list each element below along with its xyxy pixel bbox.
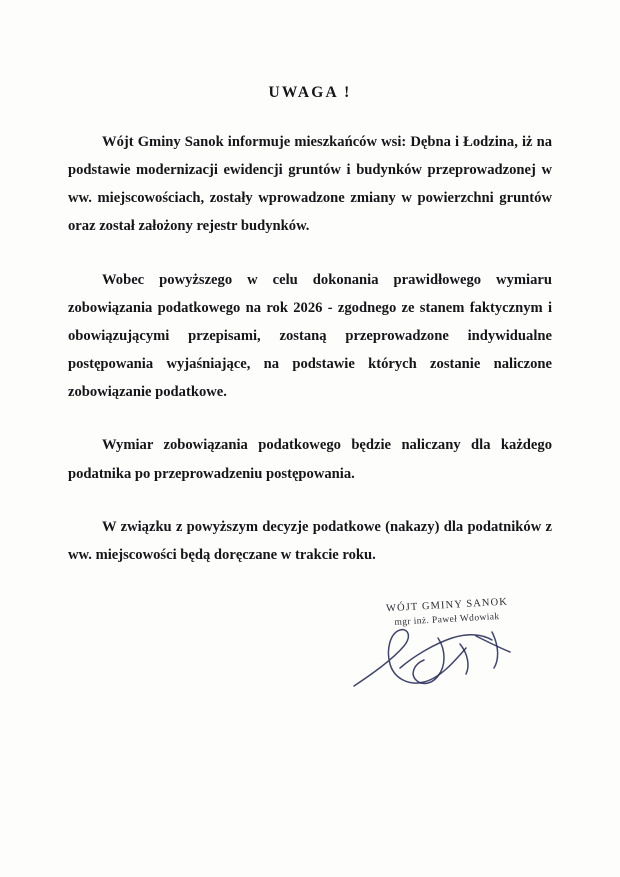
signature-stamp-title: WÓJT GMINY SANOK [385,596,509,615]
paragraph-3: Wymiar zobowiązania podatkowego będzie naliczany dla każdego podatnika po przeprowadzeniu postępowania. [68,437,552,482]
paragraph-2: Wobec powyższego w celu dokonania prawidłowego wymiaru zobowiązania podatkowego na rok 2026 - zgodnego ze stanem faktycznym i obowiązującymi przepisami, zostaną przeprowadzone indywidualne postępowania wyjaśniające, na podstawie których zostanie naliczone zobowiązanie podatkowe. [68,271,552,401]
signature-block [352,596,542,628]
page-title: UWAGA ! [268,84,352,101]
paragraph-1: Wójt Gminy Sanok informuje mieszkańców wsi: Dębna i Łodzina, iż na podstawie modernizacji ewidencji gruntów i budynków przeprowadzonej w ww. miejscowościach, zostały wprowadzone zmiany w powierzchni gruntów oraz został założony rejestr budynków. [68,134,552,235]
document-body [68,0,552,584]
paragraph-4: W związku z powyższym decyzje podatkowe (nakazy) dla podatników z ww. miejscowości będą doręczane w trakcie roku. [68,518,552,563]
signature-stamp-name: mgr inż. Paweł Wdowiak [394,612,500,628]
